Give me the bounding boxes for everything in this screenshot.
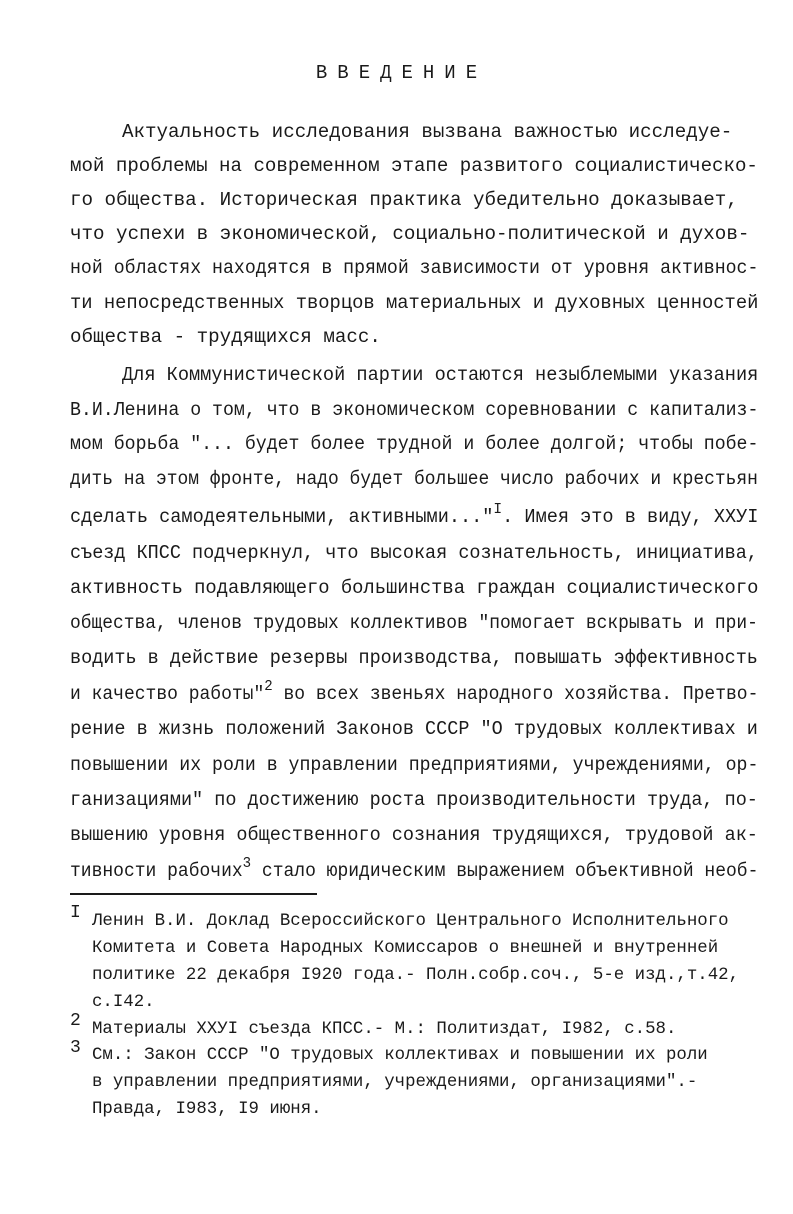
footnote-ref-1: I [493, 501, 503, 518]
footnote-line: Правда, I983, I9 июня. [92, 1100, 322, 1119]
footnote-line: в управлении предприятиями, учреждениями, организациями".- [92, 1073, 698, 1092]
footnote-line: Ленин В.И. Доклад Всероссийского Центрального Исполнительного [92, 912, 729, 931]
text-span: стало юридическим выражением объективной необ- [251, 860, 759, 882]
footnote-ref-2: 2 [264, 678, 273, 695]
paragraph-2-line [70, 855, 759, 884]
text-span: и качество работы" [70, 683, 265, 705]
footnote-line: политике 22 декабря I920 года.- Полн.собр.соч., 5-е изд.,т.42, [92, 966, 740, 985]
paragraph-1-line: общества - трудящихся масс. [70, 326, 381, 348]
paragraph-2-line: водить в действие резервы производства, повышать эффективность [70, 647, 758, 669]
paragraph-2-line: съезд КПСС подчеркнул, что высокая сознательность, инициатива, [70, 542, 758, 564]
footnote-marker: I [70, 903, 81, 923]
paragraph-2-line: В.И.Ленина о том, что в экономическом соревновании с капитализ- [70, 399, 759, 421]
footnote-line: Комитета и Совета Народных Комиссаров о внешней и внутренней [92, 939, 719, 958]
footnote-line: См.: Закон СССР "О трудовых коллективах и повышении их роли [92, 1046, 708, 1065]
paragraph-2-line [70, 678, 759, 707]
paragraph-2-line: Для Коммунистической партии остаются незыблемыми указания [122, 364, 759, 386]
footnote-ref-3: 3 [242, 855, 252, 872]
paragraph-1-line: мой проблемы на современном этапе развитого социалистическо- [70, 155, 758, 177]
paragraph-2-line: вышению уровня общественного сознания трудящихся, трудовой ак- [70, 824, 758, 846]
paragraph-1-line: что успехи в экономической, социально-политической и духов- [70, 223, 750, 245]
paragraph-2-line: ганизациями" по достижению роста производительности труда, по- [70, 789, 758, 811]
paragraph-2-line: повышении их роли в управлении предприятиями, учреждениями, ор- [70, 754, 759, 776]
footnote-separator [70, 893, 317, 895]
footnote-marker: 3 [70, 1038, 81, 1058]
footnote-line: с.I42. [92, 993, 155, 1012]
paragraph-2-line: мом борьба "... будет более трудной и более долгой; чтобы побе- [70, 433, 759, 455]
paragraph-2-line: активность подавляющего большинства граждан социалистического [70, 577, 759, 599]
footnote-line: Материалы XXУI съезда КПСС.- М.: Политиздат, I982, с.58. [92, 1020, 677, 1039]
paragraph-2-line: дить на этом фронте, надо будет большее число рабочих и крестьян [70, 468, 758, 490]
text-span: тивности рабочих [70, 860, 243, 882]
footnote-marker: 2 [70, 1011, 81, 1031]
section-title: ВВЕДЕНИЕ [315, 62, 488, 84]
text-span: . Имея это в виду, XXУI [502, 506, 759, 528]
paragraph-1-line: ти непосредственных творцов материальных и духовных ценностей [70, 292, 759, 314]
paragraph-2-line: рение в жизнь положений Законов СССР "О трудовых коллективах и [70, 718, 758, 740]
text-span: сделать самодеятельными, активными..." [70, 506, 494, 528]
paragraph-1-line: го общества. Историческая практика убедительно доказывает, [70, 189, 738, 211]
paragraph-1-line: Актуальность исследования вызвана важностью исследуе- [122, 121, 733, 143]
paragraph-2-line: общества, членов трудовых коллективов "помогает вскрывать и при- [70, 612, 758, 634]
text-span: во всех звеньях народного хозяйства. Претво- [272, 683, 759, 705]
paragraph-1-line: ной областях находятся в прямой зависимости от уровня активнос- [70, 257, 759, 279]
paragraph-2-line [70, 501, 759, 530]
